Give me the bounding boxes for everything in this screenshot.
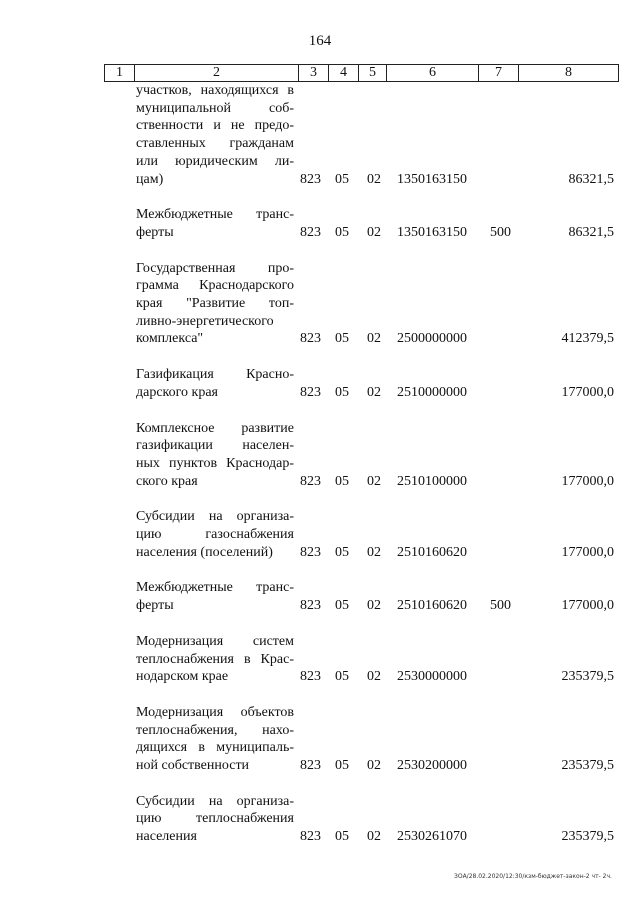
table-row (0, 206, 640, 241)
table-row (0, 793, 640, 846)
description-line: ского края (136, 473, 198, 489)
cell-col-3: 823 (300, 171, 321, 187)
cell-col-4: 05 (335, 473, 349, 489)
cell-col-5: 02 (367, 473, 381, 489)
description-line: цию теплоснабжения (136, 811, 294, 827)
cell-col-8: 235379,5 (561, 669, 614, 685)
description-line: комплекса" (136, 331, 204, 347)
description-line: нодарском крае (136, 669, 229, 685)
row-description (136, 420, 294, 491)
cell-col-4: 05 (335, 331, 349, 347)
description-line: населения (поселений) (136, 544, 273, 560)
column-header-7: 7 (479, 65, 519, 81)
cell-col-5: 02 (367, 598, 381, 614)
cell-col-8: 86321,5 (568, 171, 614, 187)
table-header-row (104, 64, 619, 82)
cell-col-8: 177000,0 (561, 598, 614, 614)
cell-col-3: 823 (300, 544, 321, 560)
description-line: ственности и не предо- (136, 118, 294, 134)
cell-col-4: 05 (335, 669, 349, 685)
row-description (136, 508, 294, 561)
cell-col-7: 500 (490, 224, 511, 240)
table-row (0, 704, 640, 775)
cell-col-4: 05 (335, 224, 349, 240)
cell-col-5: 02 (367, 757, 381, 773)
description-line: муниципальной соб- (136, 100, 294, 116)
cell-col-6: 2530000000 (397, 669, 467, 685)
cell-col-4: 05 (335, 171, 349, 187)
description-line: теплоснабжения в Крас- (136, 651, 294, 667)
description-line: ферты (136, 598, 174, 614)
cell-col-8: 412379,5 (561, 331, 614, 347)
description-line: ной собственности (136, 758, 250, 773)
row-description (136, 579, 294, 614)
column-header-2: 2 (135, 65, 299, 81)
cell-col-3: 823 (300, 331, 321, 347)
column-header-4: 4 (329, 65, 359, 81)
row-description (136, 260, 294, 349)
cell-col-6: 2500000000 (397, 331, 467, 347)
cell-col-5: 02 (367, 224, 381, 240)
cell-col-6: 2510100000 (397, 473, 467, 489)
cell-col-3: 823 (300, 757, 321, 773)
cell-col-5: 02 (367, 331, 381, 347)
cell-col-6: 2510160620 (397, 598, 467, 614)
row-description (136, 82, 294, 188)
cell-col-5: 02 (367, 171, 381, 187)
description-line: ливно-энергетического (136, 313, 274, 329)
cell-col-4: 05 (335, 829, 349, 845)
column-header-5: 5 (359, 65, 387, 81)
description-line: Государственная про- (136, 260, 294, 276)
cell-col-8: 235379,5 (561, 829, 614, 845)
cell-col-6: 2510160620 (397, 544, 467, 560)
cell-col-5: 02 (367, 829, 381, 845)
document-footer-stamp: ЗОА/28.02.2020/12:30/кзм-бюджет-закон-2 чт- 2ч. (454, 873, 612, 880)
cell-col-4: 05 (335, 757, 349, 773)
description-line: ферты (136, 224, 174, 240)
row-description (136, 206, 294, 241)
cell-col-6: 1350163150 (397, 171, 467, 187)
cell-col-6: 2530261070 (397, 829, 467, 845)
cell-col-6: 1350163150 (397, 224, 467, 240)
table-row (0, 633, 640, 686)
table-row (0, 579, 640, 614)
description-line: ных пунктов Краснодар- (136, 455, 294, 471)
cell-col-5: 02 (367, 384, 381, 400)
description-line: газификации населен- (136, 438, 294, 454)
description-line: Модернизация систем (136, 633, 294, 649)
description-line: Субсидии на организа- (136, 509, 294, 525)
cell-col-3: 823 (300, 473, 321, 489)
description-line: населения (136, 829, 197, 845)
description-line: грамма Краснодарского (136, 278, 294, 294)
description-line: Субсидии на организа- (136, 793, 294, 809)
description-line: ставленных гражданам (136, 136, 294, 152)
column-header-3: 3 (299, 65, 329, 81)
table-row (0, 82, 640, 188)
cell-col-8: 235379,5 (561, 757, 614, 773)
description-line: Модернизация объектов (136, 704, 294, 720)
cell-col-8: 177000,0 (561, 544, 614, 560)
description-line: цам) (136, 171, 164, 187)
description-line: дящихся в муниципаль- (136, 740, 294, 756)
cell-col-3: 823 (300, 384, 321, 400)
description-line: дарского края (136, 384, 218, 400)
table-row (0, 508, 640, 561)
description-line: теплоснабжения, нахо- (136, 722, 294, 738)
page-number: 164 (308, 33, 332, 49)
row-description (136, 366, 294, 401)
cell-col-7: 500 (490, 598, 511, 614)
description-line: Межбюджетные транс- (136, 207, 294, 223)
description-line: цию газоснабжения (136, 527, 294, 542)
column-header-1: 1 (105, 65, 135, 81)
cell-col-3: 823 (300, 829, 321, 845)
row-description (136, 633, 294, 686)
cell-col-6: 2530200000 (397, 757, 467, 773)
cell-col-8: 177000,0 (561, 384, 614, 400)
cell-col-5: 02 (367, 544, 381, 560)
description-line: участков, находящихся в (136, 83, 294, 98)
description-line: Межбюджетные транс- (136, 580, 294, 596)
row-description (136, 793, 294, 846)
description-line: Комплексное развитие (136, 420, 294, 436)
cell-col-4: 05 (335, 598, 349, 614)
column-header-8: 8 (565, 65, 572, 80)
table-row (0, 260, 640, 349)
cell-col-8: 177000,0 (561, 473, 614, 489)
cell-col-6: 2510000000 (397, 384, 467, 400)
cell-col-8: 86321,5 (568, 224, 614, 240)
cell-col-5: 02 (367, 669, 381, 685)
description-line: края "Развитие топ- (136, 296, 294, 311)
column-header-6: 6 (387, 65, 479, 81)
cell-col-4: 05 (335, 544, 349, 560)
cell-col-3: 823 (300, 224, 321, 240)
cell-col-3: 823 (300, 669, 321, 685)
description-line: или юридическим ли- (136, 153, 294, 169)
cell-col-3: 823 (300, 598, 321, 614)
table-row (0, 366, 640, 401)
row-description (136, 704, 294, 775)
description-line: Газификация Красно- (136, 367, 294, 383)
cell-col-4: 05 (335, 384, 349, 400)
table-row (0, 420, 640, 491)
